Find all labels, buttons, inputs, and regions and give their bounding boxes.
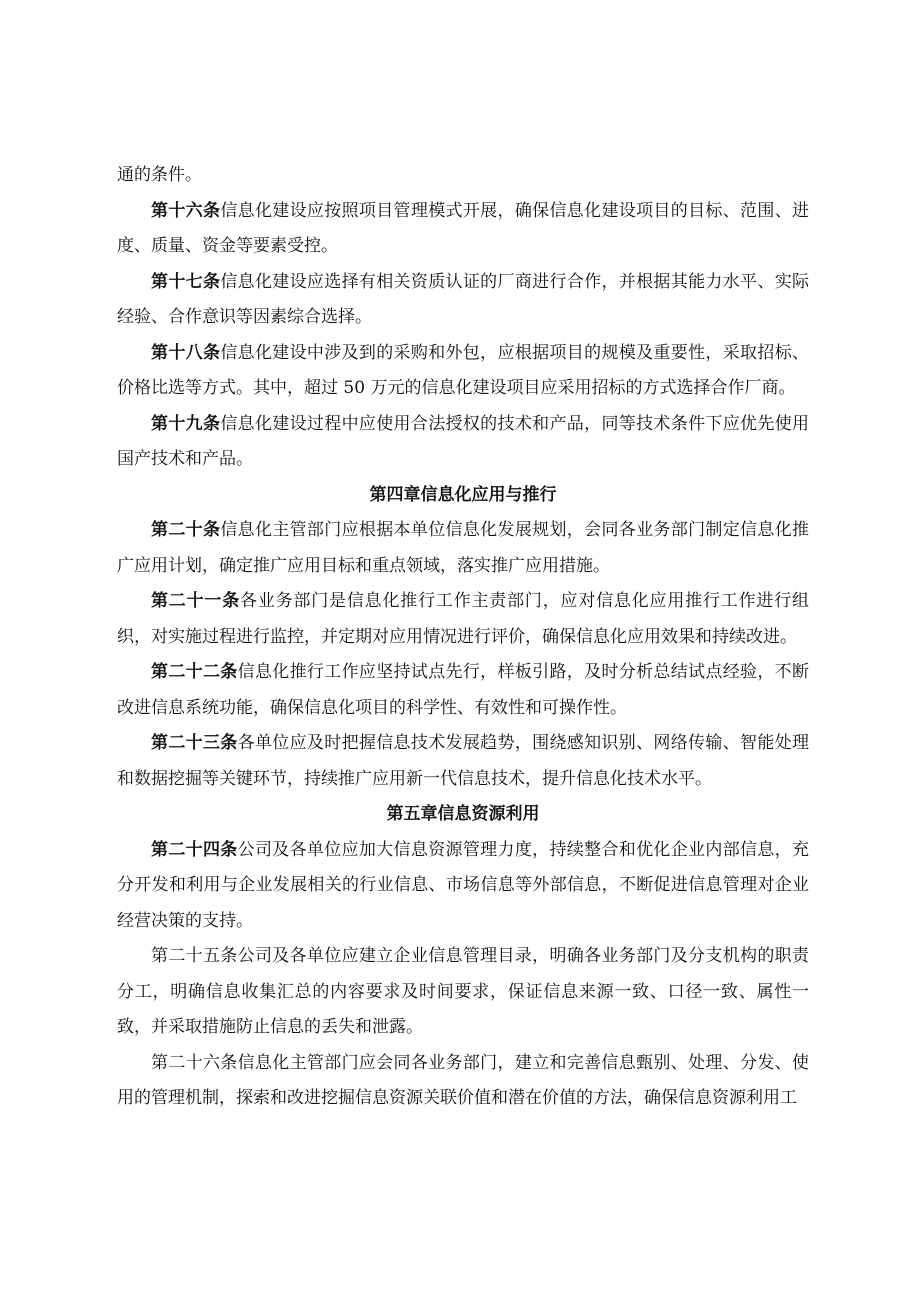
- article-24: [117, 833, 809, 940]
- continuation-paragraph: [117, 158, 809, 194]
- article-number: 第二十五条: [151, 946, 238, 966]
- article-17: [117, 265, 809, 336]
- article-text: 公司及各单位应建立企业信息管理目录，明确各业务部门及分支机构的职责分工，明确信息收集汇总的内容要求及时间要求，保证信息来源一致、口径一致、属性一致，并采取措施防止信息的丢失和泄露。: [117, 946, 810, 1037]
- article-26: [117, 1046, 809, 1117]
- article-number: 第十八条: [151, 342, 221, 363]
- article-text: 信息化主管部门应根据本单位信息化发展规划，会同各业务部门制定信息化推广应用计划，确定推广应用目标和重点领域，落实推广应用措施。: [117, 520, 810, 576]
- article-number: 第二十二条: [151, 662, 238, 682]
- article-text: 信息化主管部门应会同各业务部门，建立和完善信息甄别、处理、分发、使用的管理机制，探索和改进挖掘信息资源关联价值和潜在价值的方法，确保信息资源利用工: [117, 1052, 810, 1108]
- article-16: [117, 194, 809, 265]
- article-19: [117, 407, 809, 478]
- article-18: [117, 336, 809, 407]
- article-text: 公司及各单位应加大信息资源管理力度，持续整合和优化企业内部信息，充分开发和利用与企业发展相关的行业信息、市场信息等外部信息，不断促进信息管理对企业经营决策的支持。: [117, 839, 810, 931]
- article-text: 信息化建设中涉及到的采购和外包，应根据项目的规模及重要性，采取招标、价格比选等方式。其中，超过 50 万元的信息化建设项目应采用招标的方式选择合作厂商。: [117, 342, 810, 398]
- article-23: [117, 726, 809, 797]
- document-body: [117, 158, 809, 1117]
- article-number: 第二十四条: [151, 839, 238, 860]
- article-number: 第二十条: [151, 520, 221, 540]
- article-number: 第十六条: [151, 200, 221, 221]
- article-number: 第二十六条: [151, 1052, 238, 1073]
- article-text: 各单位应及时把握信息技术发展趋势，围绕感知识别、网络传输、智能处理和数据挖掘等关键环节，持续推广应用新一代信息技术，提升信息化技术水平。: [117, 733, 810, 789]
- article-number: 第十九条: [151, 413, 221, 434]
- article-21: [117, 584, 809, 655]
- article-text: 信息化推行工作应坚持试点先行，样板引路，及时分析总结试点经验，不断改进信息系统功能，确保信息化项目的科学性、有效性和可操作性。: [117, 662, 810, 718]
- paragraph-text: 通的条件。: [117, 165, 202, 185]
- article-number: 第二十三条: [151, 733, 238, 753]
- article-text: 各业务部门是信息化推行工作主责部门，应对信息化应用推行工作进行组织，对实施过程进行监控，并定期对应用情况进行评价，确保信息化应用效果和持续改进。: [117, 591, 810, 647]
- article-22: [117, 655, 809, 726]
- article-number: 第二十一条: [151, 591, 241, 611]
- article-text: 信息化建设应选择有相关资质认证的厂商进行合作，并根据其能力水平、实际经验、合作意识等因素综合选择。: [117, 271, 810, 327]
- chapter-4-heading: 第四章信息化应用与推行: [369, 484, 557, 505]
- article-text: 信息化建设应按照项目管理模式开展，确保信息化建设项目的目标、范围、进度、质量、资金等要素受控。: [117, 200, 810, 256]
- chapter-5-heading: 第五章信息资源利用: [386, 804, 540, 824]
- article-text: 信息化建设过程中应使用合法授权的技术和产品，同等技术条件下应优先使用国产技术和产品。: [117, 413, 810, 469]
- article-number: 第十七条: [151, 271, 221, 292]
- article-20: [117, 513, 809, 584]
- article-25: [117, 939, 809, 1046]
